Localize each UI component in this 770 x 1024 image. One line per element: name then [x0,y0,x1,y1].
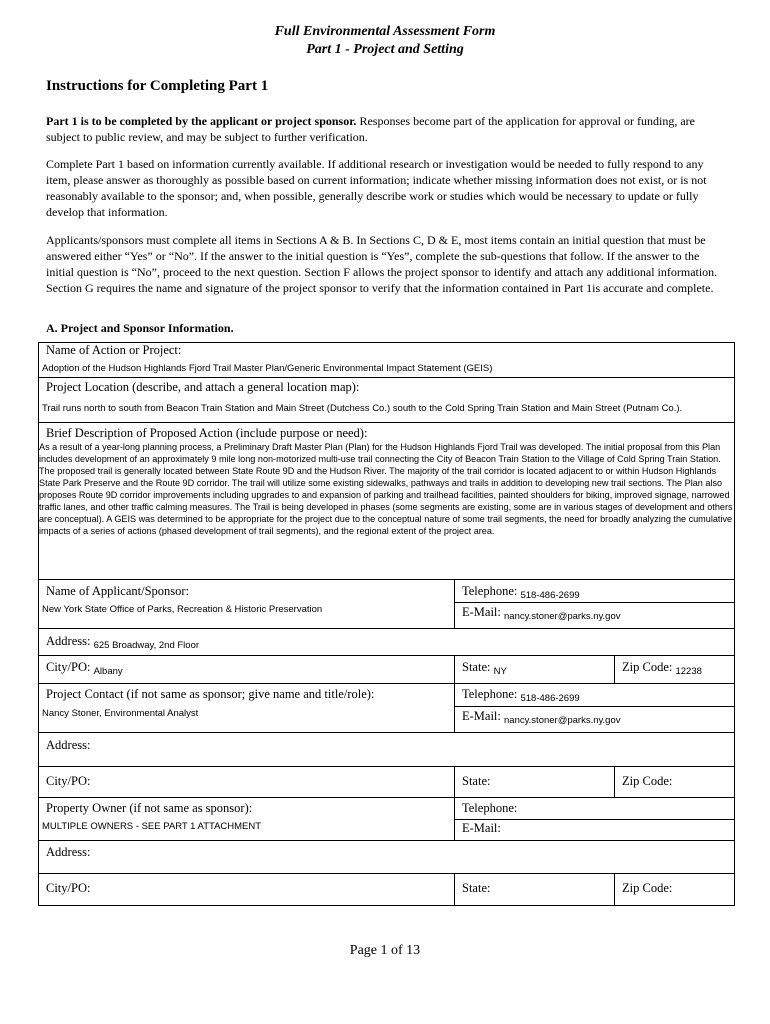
contact-name-label: Project Contact (if not same as sponsor; give name and title/role): [39,683,455,706]
form-title: Full Environmental Assessment Form [274,24,496,39]
contact-zip-field[interactable]: Zip Code: [615,766,735,797]
applicant-state-label: State: [462,659,491,674]
contact-city-field[interactable]: City/PO: [39,766,455,797]
applicant-name-field[interactable]: New York State Office of Parks, Recreation & Historic Preservation [39,602,455,628]
instructions-paragraph-1 [46,113,726,145]
contact-name-field[interactable]: Nancy Stoner, Environmental Analyst [39,706,455,732]
contact-address-field[interactable]: Address: [39,732,735,766]
contact-email-cell[interactable] [455,706,735,732]
applicant-city-value: Albany [93,665,123,677]
project-description-field[interactable]: As a result of a year-long planning process, a Preliminary Draft Master Plan (Plan) for the Hudson Highlands Fjord Trail was developed. The initial proposal from this Plan includes development of an approximately 9 mile long non-motorized multi-use trail connecting the City of Beacon Train Station to the Village of Cold Spring Train Station. The proposed trail is generally located between State Route 9D and the Hudson River. The majority of the trail corridor is located adjacent to or within Hudson Highlands State Park Preserve and the Route 9D corridor. The trail will utilize some existing sidewalks, pathways and trails in addition to developing new trail sections. The Plan also proposes Route 9D corridor improvements including upgrades to and expansion of parking and trailhead facilities, painted shoulders for biking, improved signage, narrowed traffic lanes, and other traffic calming measures. The Trail is being developed in phases (some segments are existing, some are in various stages of development and others are conceptual). A GEIS was determined to be appropriate for the project due to the conceptual nature of some trail segments, the need for broadly analyzing the cumulative impacts of a series of actions (phased development of trail segments), and the regional extent of the project area. [39,441,735,579]
instructions-paragraph-1-rest: Responses become part of the application for approval or funding, are subject to public review, and may be subject to further verification. [46,114,695,144]
project-location-field[interactable]: Trail runs north to south from Beacon Train Station and Main Street (Dutchess Co.) south to the Cold Spring Train Station and Main Street (Putnam Co.). [39,398,735,423]
applicant-zip-label: Zip Code: [622,659,673,674]
project-location-label: Project Location (describe, and attach a general location map): [39,378,735,398]
owner-name-label: Property Owner (if not same as sponsor): [39,797,455,819]
instructions-paragraph-1-bold: Part 1 is to be completed by the applicant or project sponsor. [46,114,357,128]
owner-zip-field[interactable]: Zip Code: [615,873,735,905]
section-a-heading: A. Project and Sponsor Information. [46,321,234,335]
contact-telephone-cell[interactable] [455,683,735,706]
owner-name-field[interactable]: MULTIPLE OWNERS - SEE PART 1 ATTACHMENT [39,819,455,840]
applicant-address-cell[interactable] [39,628,735,655]
owner-address-field[interactable]: Address: [39,840,735,873]
applicant-telephone-cell[interactable] [455,579,735,602]
project-name-label: Name of Action or Project: [39,343,735,360]
instructions-heading: Instructions for Completing Part 1 [46,78,269,94]
contact-state-field[interactable]: State: [455,766,615,797]
page-number: Page 1 of 13 [349,943,421,958]
owner-email-field[interactable]: E-Mail: [455,819,735,840]
applicant-city-cell[interactable] [39,655,455,683]
contact-telephone-label: Telephone: [462,686,518,701]
applicant-city-label: City/PO: [46,659,91,674]
applicant-zip-value: 12238 [675,665,702,677]
form-subtitle: Part 1 - Project and Setting [306,42,464,57]
project-name-field[interactable]: Adoption of the Hudson Highlands Fjord Trail Master Plan/Generic Environmental Impact Statement (GEIS) [39,360,735,378]
applicant-state-cell[interactable] [455,655,615,683]
applicant-email-cell[interactable] [455,602,735,628]
applicant-address-label: Address: [46,633,91,648]
contact-email-value: nancy.stoner@parks.ny.gov [504,714,621,726]
applicant-email-label: E-Mail: [462,604,501,619]
owner-state-field[interactable]: State: [455,873,615,905]
applicant-state-value: NY [493,665,507,677]
contact-email-label: E-Mail: [462,708,501,723]
owner-telephone-field[interactable]: Telephone: [455,797,735,819]
contact-telephone-value: 518-486-2699 [520,692,580,704]
project-sponsor-form [38,342,735,906]
applicant-zip-cell[interactable] [615,655,735,683]
instructions-paragraph-2: Complete Part 1 based on information currently available. If additional research or investigation would be needed to fully respond to any item, please answer as thoroughly as possible based on current information; indicate whether missing information does not exist, or is not reasonably available to the sponsor; and, when possible, generally describe work or studies which would be necessary to update or fully develop that information. [46,157,707,219]
applicant-address-value: 625 Broadway, 2nd Floor [93,639,200,651]
applicant-telephone-label: Telephone: [462,583,518,598]
applicant-name-label: Name of Applicant/Sponsor: [39,579,455,602]
project-description-label: Brief Description of Proposed Action (include purpose or need): [39,423,735,442]
instructions-paragraph-3: Applicants/sponsors must complete all items in Sections A & B. In Sections C, D & E, most items contain an initial question that must be answered either “Yes” or “No”. If the answer to the initial question is “Yes”, complete the sub-questions that follow. If the answer to the initial question is “No”, proceed to the next question. Section F allows the project sponsor to identify and attach any additional information. Section G requires the name and signature of the project sponsor to verify that the information contained in Part 1is accurate and complete. [46,233,718,295]
applicant-telephone-value: 518-486-2699 [520,589,580,601]
owner-city-field[interactable]: City/PO: [39,873,455,905]
applicant-email-value: nancy.stoner@parks.ny.gov [504,610,621,622]
